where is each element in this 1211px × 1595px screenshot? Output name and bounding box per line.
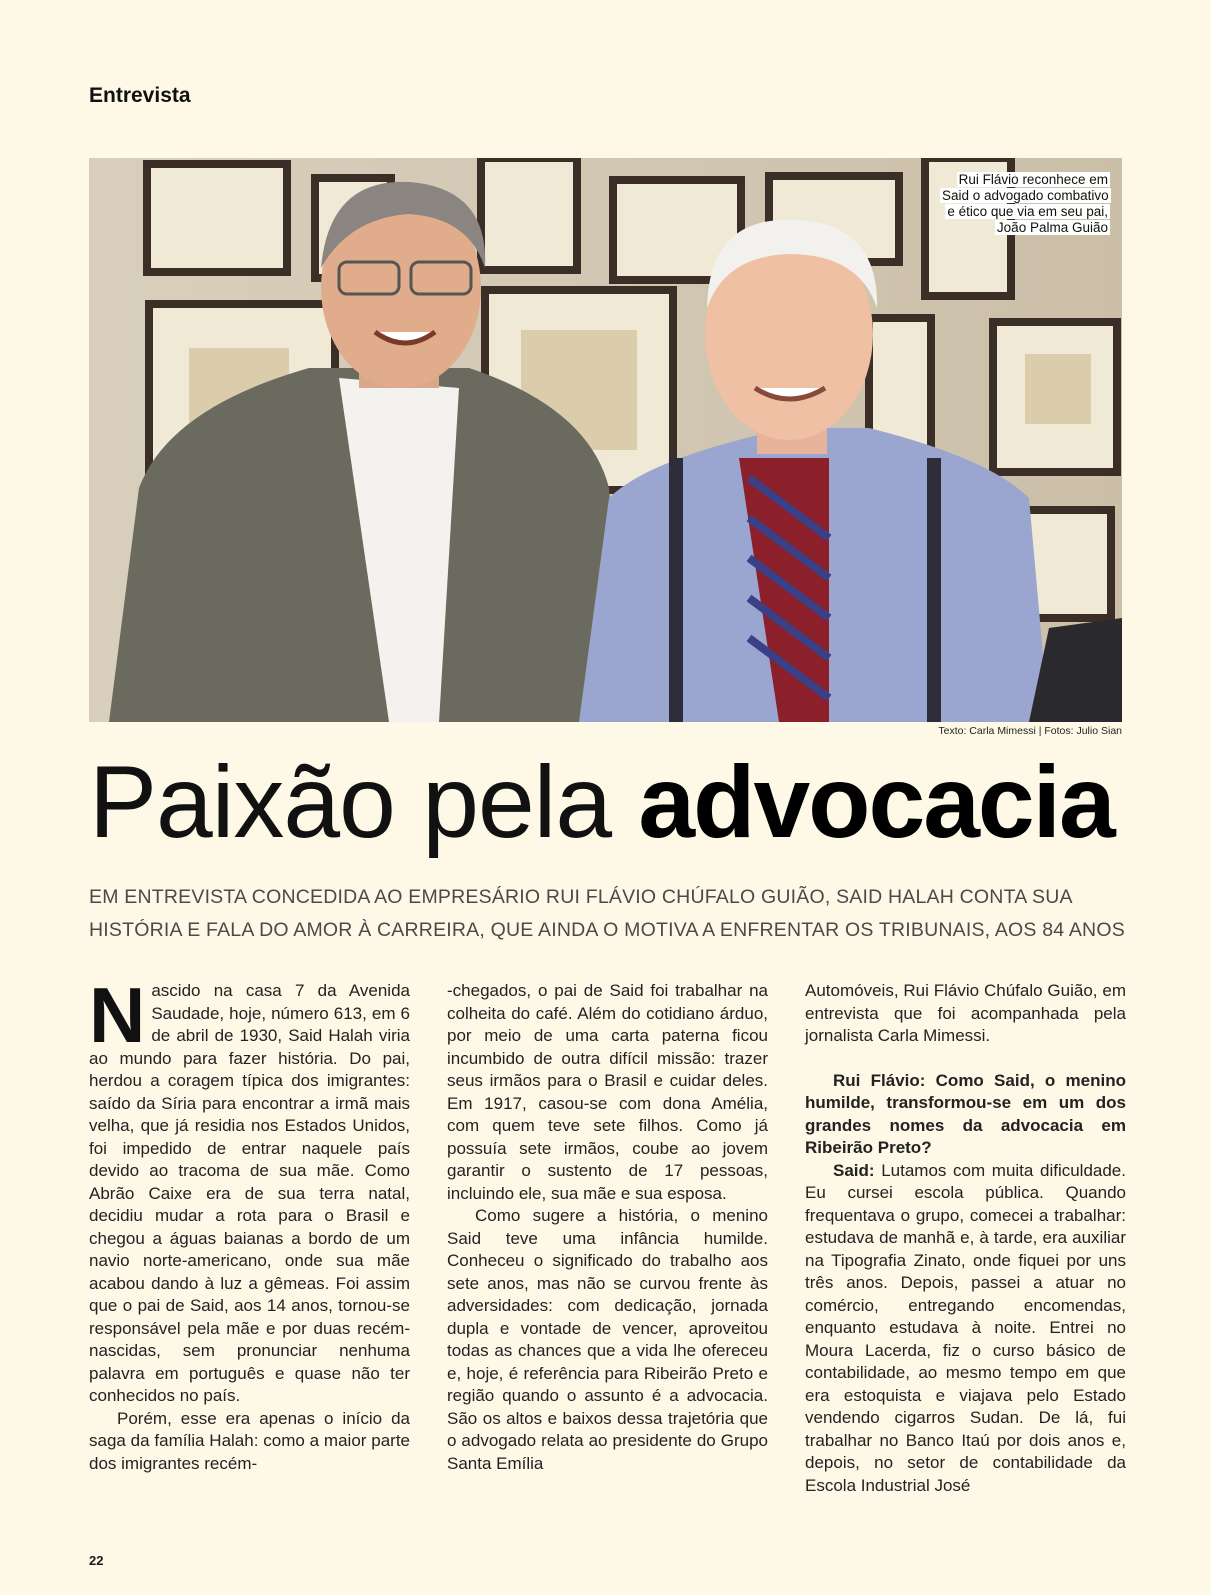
interview-answer: Said: Lutamos com muita dificuldade. Eu cursei escola pública. Quando frequentava o grupo, comecei a trabalhar: estudava de manhã e, à tarde, era auxiliar na Tipografia Zinato, onde fiquei por uns três anos. Depois, passei a atuar no comércio, entregando encomendas, enquanto estudava à noite. Entrei no Moura Lacerda, fiz o curso básico de contabilidade, ao mesmo tempo em que era estoquista e viajava pelo Estado vendendo cigarros Sudan. De lá, fui trabalhar no Banco Itaú por dois anos e, depois, no setor de contabilidade da Escola Industrial José	[805, 1160, 1126, 1495]
column-3	[805, 980, 1126, 1497]
column-2	[447, 980, 768, 1475]
subheadline: EM ENTREVISTA CONCEDIDA AO EMPRESÁRIO RUI FLÁVIO CHÚFALO GUIÃO, SAID HALAH CONTA SUA HISTÓRIA E FALA DO AMOR À CARREIRA, QUE AINDA O MOTIVA A ENFRENTAR OS TRIBUNAIS, AOS 84 ANOS	[89, 886, 1125, 941]
photo-illustration	[89, 158, 1122, 722]
headline-bold: advocacia	[638, 745, 1114, 859]
drop-cap: N	[89, 971, 146, 1059]
headline-light: Paixão pela	[89, 745, 639, 859]
column-1	[89, 971, 410, 1475]
paragraph: Automóveis, Rui Flávio Chúfalo Guião, em entrevista que foi acompanhada pela jornalista Carla Mimessi.	[805, 981, 1126, 1045]
paragraph: Porém, esse era apenas o início da saga da família Halah: como a maior parte dos imigrantes recém-	[89, 1408, 410, 1473]
interview-question: Rui Flávio: Como Said, o menino humilde, transformou-se em um dos grandes nomes da advocacia em Ribeirão Preto?	[805, 1070, 1126, 1157]
photo-credit: Texto: Carla Mimessi | Fotos: Julio Sian	[938, 725, 1122, 737]
answer-speaker: Said:	[833, 1160, 875, 1180]
paragraph: -chegados, o pai de Said foi trabalhar na colheita do café. Além do cotidiano árduo, por meio de uma carta paterna ficou incumbido de outra difícil missão: trazer seus irmãos para o Brasil e cuidar deles. Em 1917, casou-se com dona Amélia, com quem teve sete filhos. Como já possuía sete irmãos, coube ao jovem garantir o sustento de 17 pessoas, incluindo ele, sua mãe e sua esposa.	[447, 981, 768, 1203]
photo-caption: Rui Flávio reconhece em Said o advogado combativo e ético que via em seu pai, João Palma Guião	[942, 172, 1109, 235]
paragraph: Nascido na casa 7 da Avenida Saudade, hoje, número 613, em 6 de abril de 1930, Said Halah viria ao mundo para fazer história. Do pai, herdou a coragem típica dos imigrantes: saído da Síria para encontrar a irmã mais velha, que já residia nos Estados Unidos, foi impedido de entrar naquele país devido ao tracoma de sua mãe. Como Abrão Caixe era de sua terra natal, decidiu mudar a rota para o Brasil e chegou a águas baianas a bordo de um navio norte-americano, onde sua mãe acabou dando à luz a gêmeas. Foi assim que o pai de Said, aos 14 anos, tornou-se responsável pela mãe e por duas recém-nascidas, sem pronunciar nenhuma palavra em português e quase não ter conhecidos no país.	[89, 971, 410, 1405]
article-photo	[89, 158, 1122, 722]
page-number: 22	[89, 1553, 104, 1568]
headline	[89, 738, 1129, 866]
paragraph: Como sugere a história, o menino Said teve uma infância humilde. Conheceu o significado do trabalho aos sete anos, mas não se curvou frente às adversidades: com dedicação, jornada dupla e vontade de vencer, aproveitou todas as chances que a vida lhe ofereceu e, hoje, é referência para Ribeirão Preto e região quando o assunto é a advocacia. São os altos e baixos dessa trajetória que o advogado relata ao presidente do Grupo Santa Emília	[447, 1206, 768, 1473]
section-label: Entrevista	[89, 84, 191, 107]
